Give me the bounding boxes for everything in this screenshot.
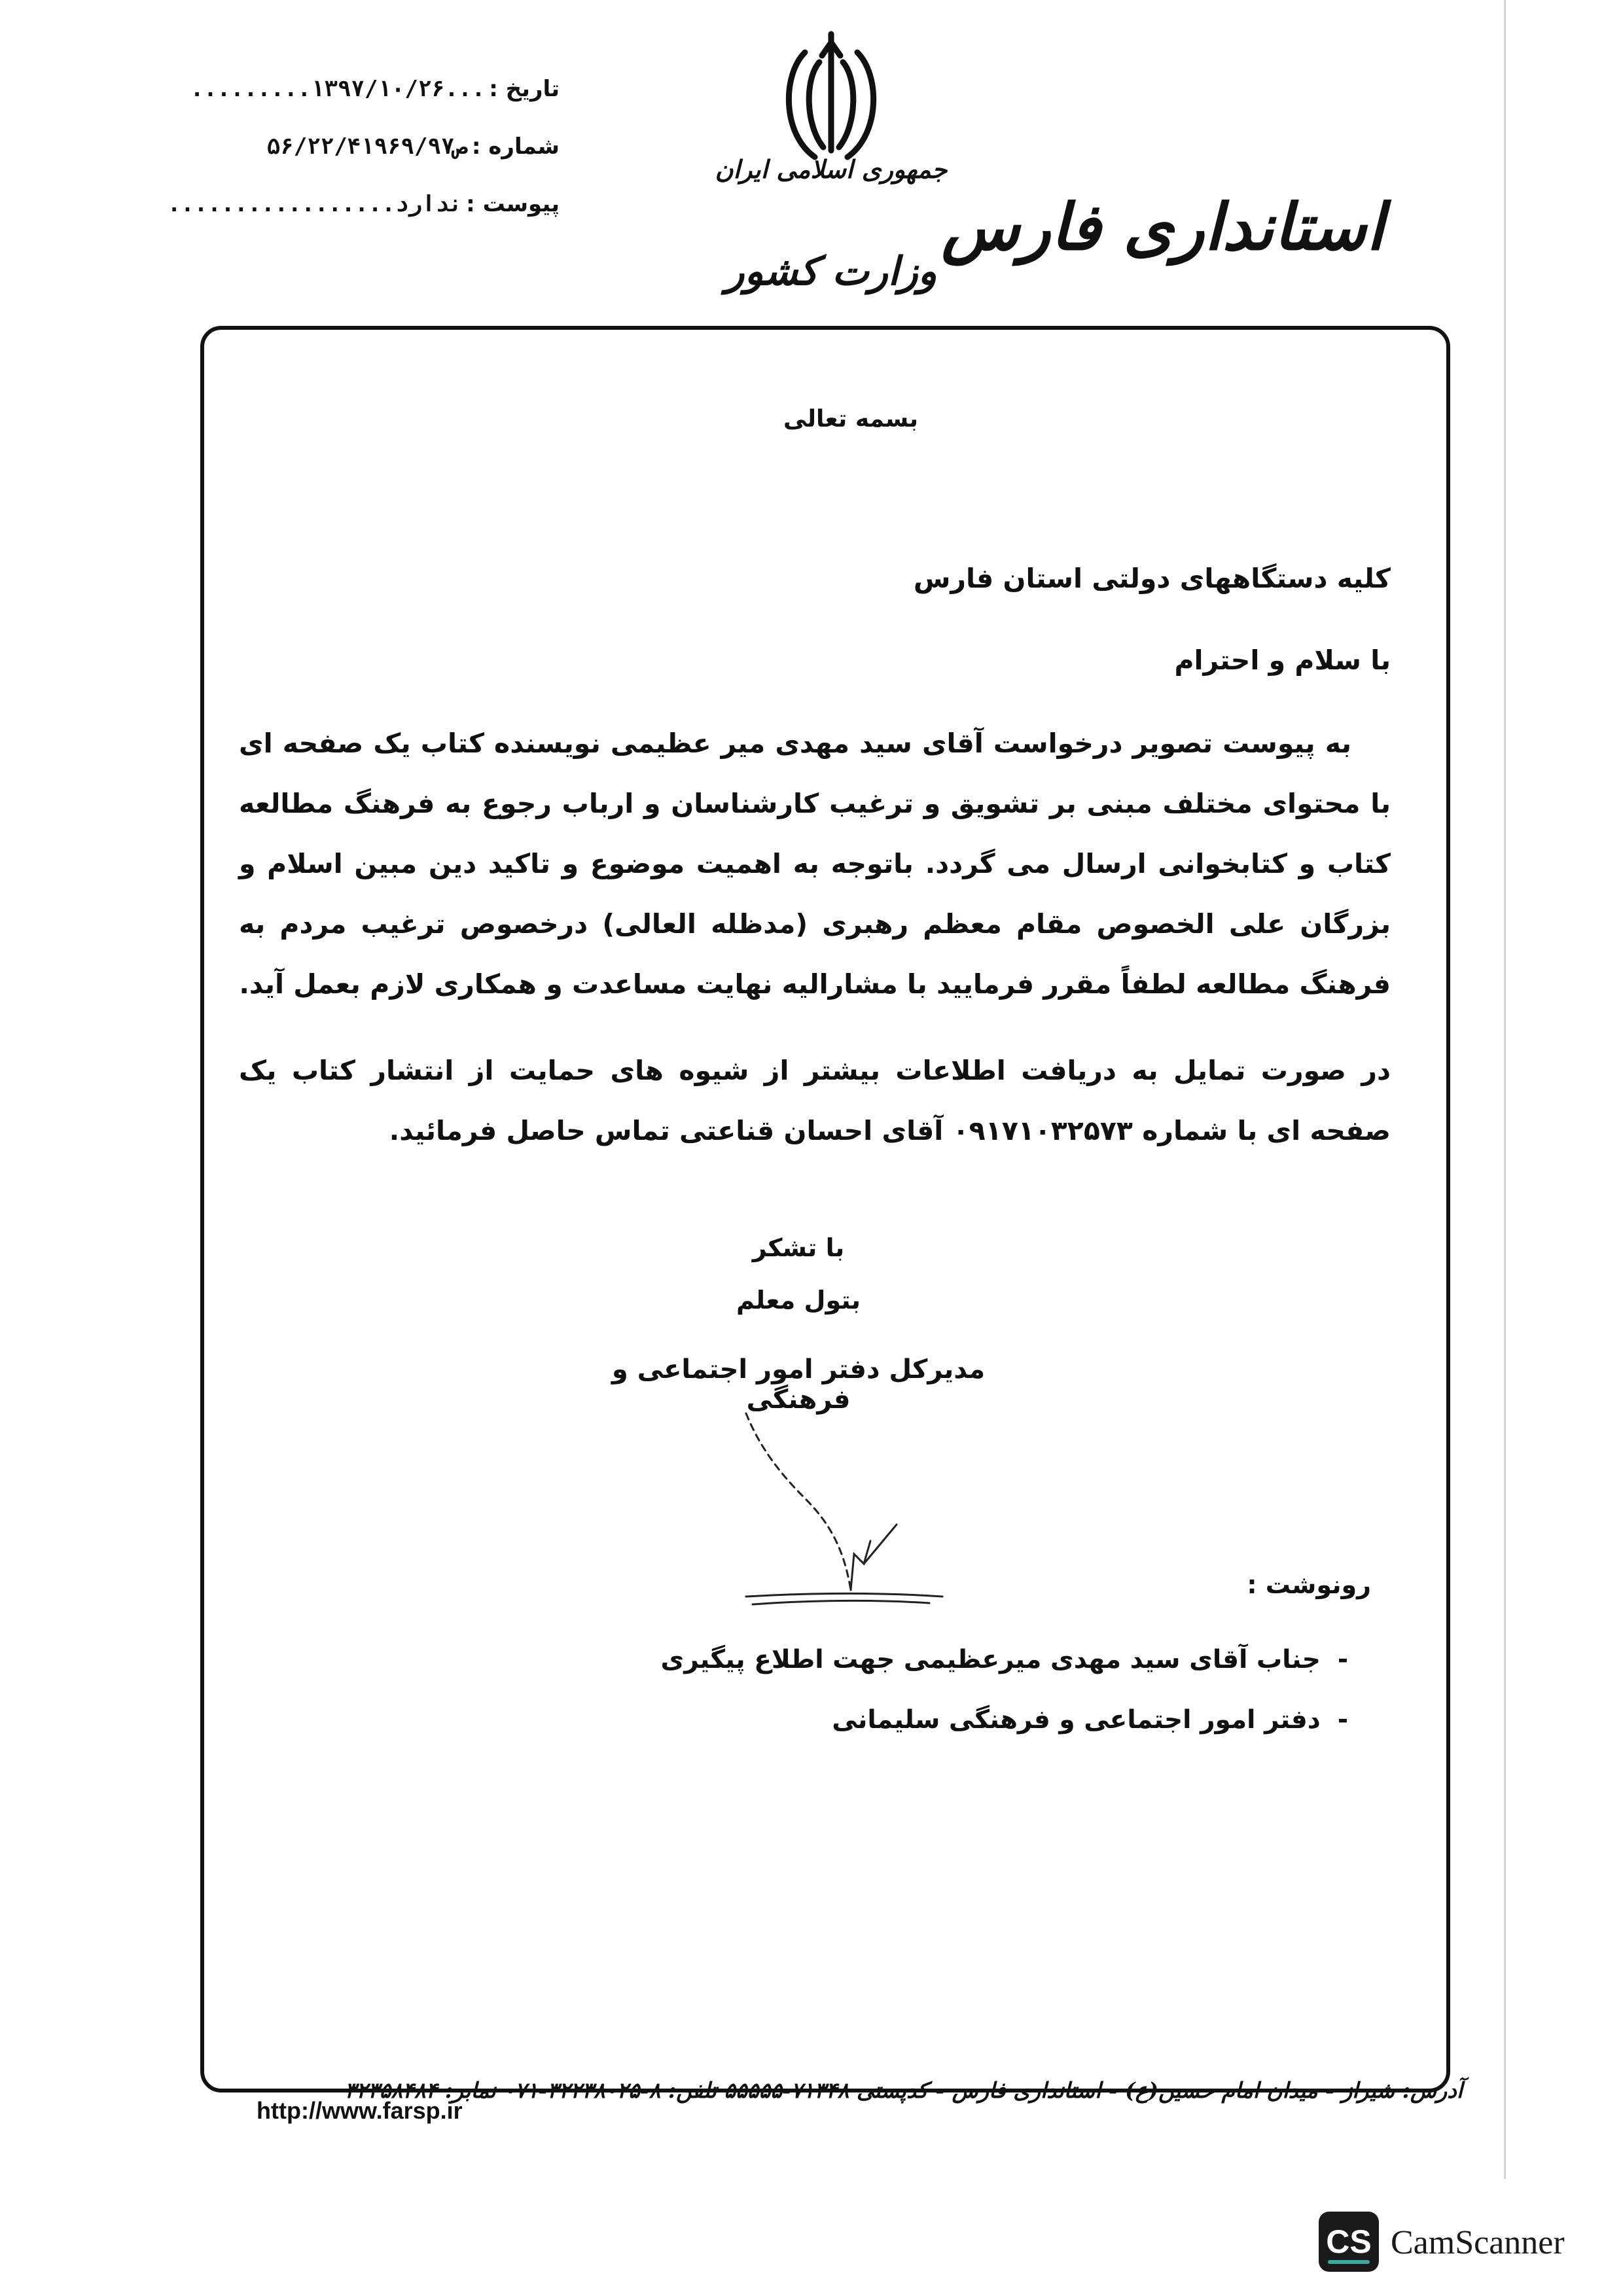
footer-website-link[interactable]: http://www.farsp.ir <box>257 2097 463 2124</box>
date-label: تاریخ : <box>489 76 560 102</box>
cc-list <box>366 1629 1348 1750</box>
camscanner-logo-icon <box>1319 2212 1379 2272</box>
signer-name: بتول معلم <box>736 1286 861 1315</box>
camscanner-badge-text: CS <box>1326 2223 1372 2260</box>
attachment-row <box>167 175 560 233</box>
footer-address: آدرس: شیراز - میدان امام حسین(ع) - استانداری فارس - کدپستی ۷۱۳۴۸-۵۵۵۵۵ تلفن: ۸-۳۲۲۳۸۰۲۵-۰۷۱ نمابر: ۳۲۳۵۸۴۸۴ <box>344 2077 1463 2103</box>
attachment-label: پیوست : <box>466 191 560 217</box>
recipient-line: کلیه دستگاههای دولتی استان فارس <box>913 563 1391 594</box>
invocation: بسمه تعالی <box>783 406 918 433</box>
handwritten-signature <box>733 1400 949 1610</box>
number-label: شماره : <box>471 133 560 160</box>
reference-block <box>167 60 560 233</box>
camscanner-accent-bar <box>1328 2260 1370 2264</box>
iran-emblem-icon <box>759 26 903 170</box>
date-row <box>167 60 560 118</box>
body-paragraph-2: در صورت تمایل به دریافت اطلاعات بیشتر از شیوه های حمایت از انتشار کتاب یک صفحه ای با شماره ۰۹۱۷۱۰۳۲۵۷۳ آقای احسان قناعتی تماس حاصل فرمائید. <box>239 1055 1391 1146</box>
ministry-title: وزارت کشور <box>725 249 937 294</box>
cc-bullet: - <box>1337 1704 1348 1735</box>
cc-bullet: - <box>1337 1644 1348 1674</box>
camscanner-name: CamScanner <box>1391 2224 1565 2261</box>
number-value: ص۵۶/۲۲/۴۱۹۶۹/۹۷ <box>266 133 468 160</box>
body-paragraph-1: به پیوست تصویر درخواست آقای سید مهدی میر عظیمی نویسنده کتاب یک صفحه ای با محتوای مختلف مبنی بر تشویق و ترغیب کارشناسان و ارباب رجوع به فرهنگ مطالعه کتاب و کتابخوانی ارسال می گردد. باتوجه به اهمیت موضوع و تاکید دین مبین اسلام و بزرگان علی الخصوص مقام معظم رهبری (مدظله العالی) درخصوص ترغیب مردم به فرهنگ مطالعه لطفاً مقرر فرمایید با مشارالیه نهایت مساعدت و همکاری لازم بعمل آید. <box>239 728 1391 1000</box>
ministry-subtitle: جمهوری اسلامی ایران <box>715 154 948 184</box>
organization-title: استانداری فارس <box>941 190 1384 265</box>
attachment-value: ندارد................. <box>167 191 463 217</box>
number-row <box>167 118 560 175</box>
cc-item <box>366 1689 1348 1750</box>
cc-text: دفتر امور اجتماعی و فرهنگی سلیمانی <box>832 1704 1321 1735</box>
signer-position: مدیرکل دفتر امور اجتماعی و فرهنگی <box>611 1354 986 1415</box>
cc-item <box>366 1629 1348 1689</box>
greeting-line: با سلام و احترام <box>1174 645 1391 676</box>
cc-text: جناب آقای سید مهدی میرعظیمی جهت اطلاع پیگیری <box>660 1644 1321 1674</box>
cc-title: رونوشت : <box>1247 1570 1371 1599</box>
page-edge-line <box>1504 0 1506 2179</box>
closing-line: با تشکر <box>752 1233 845 1262</box>
date-value: ...۱۳۹۷/۱۰/۲۶......... <box>190 76 486 102</box>
